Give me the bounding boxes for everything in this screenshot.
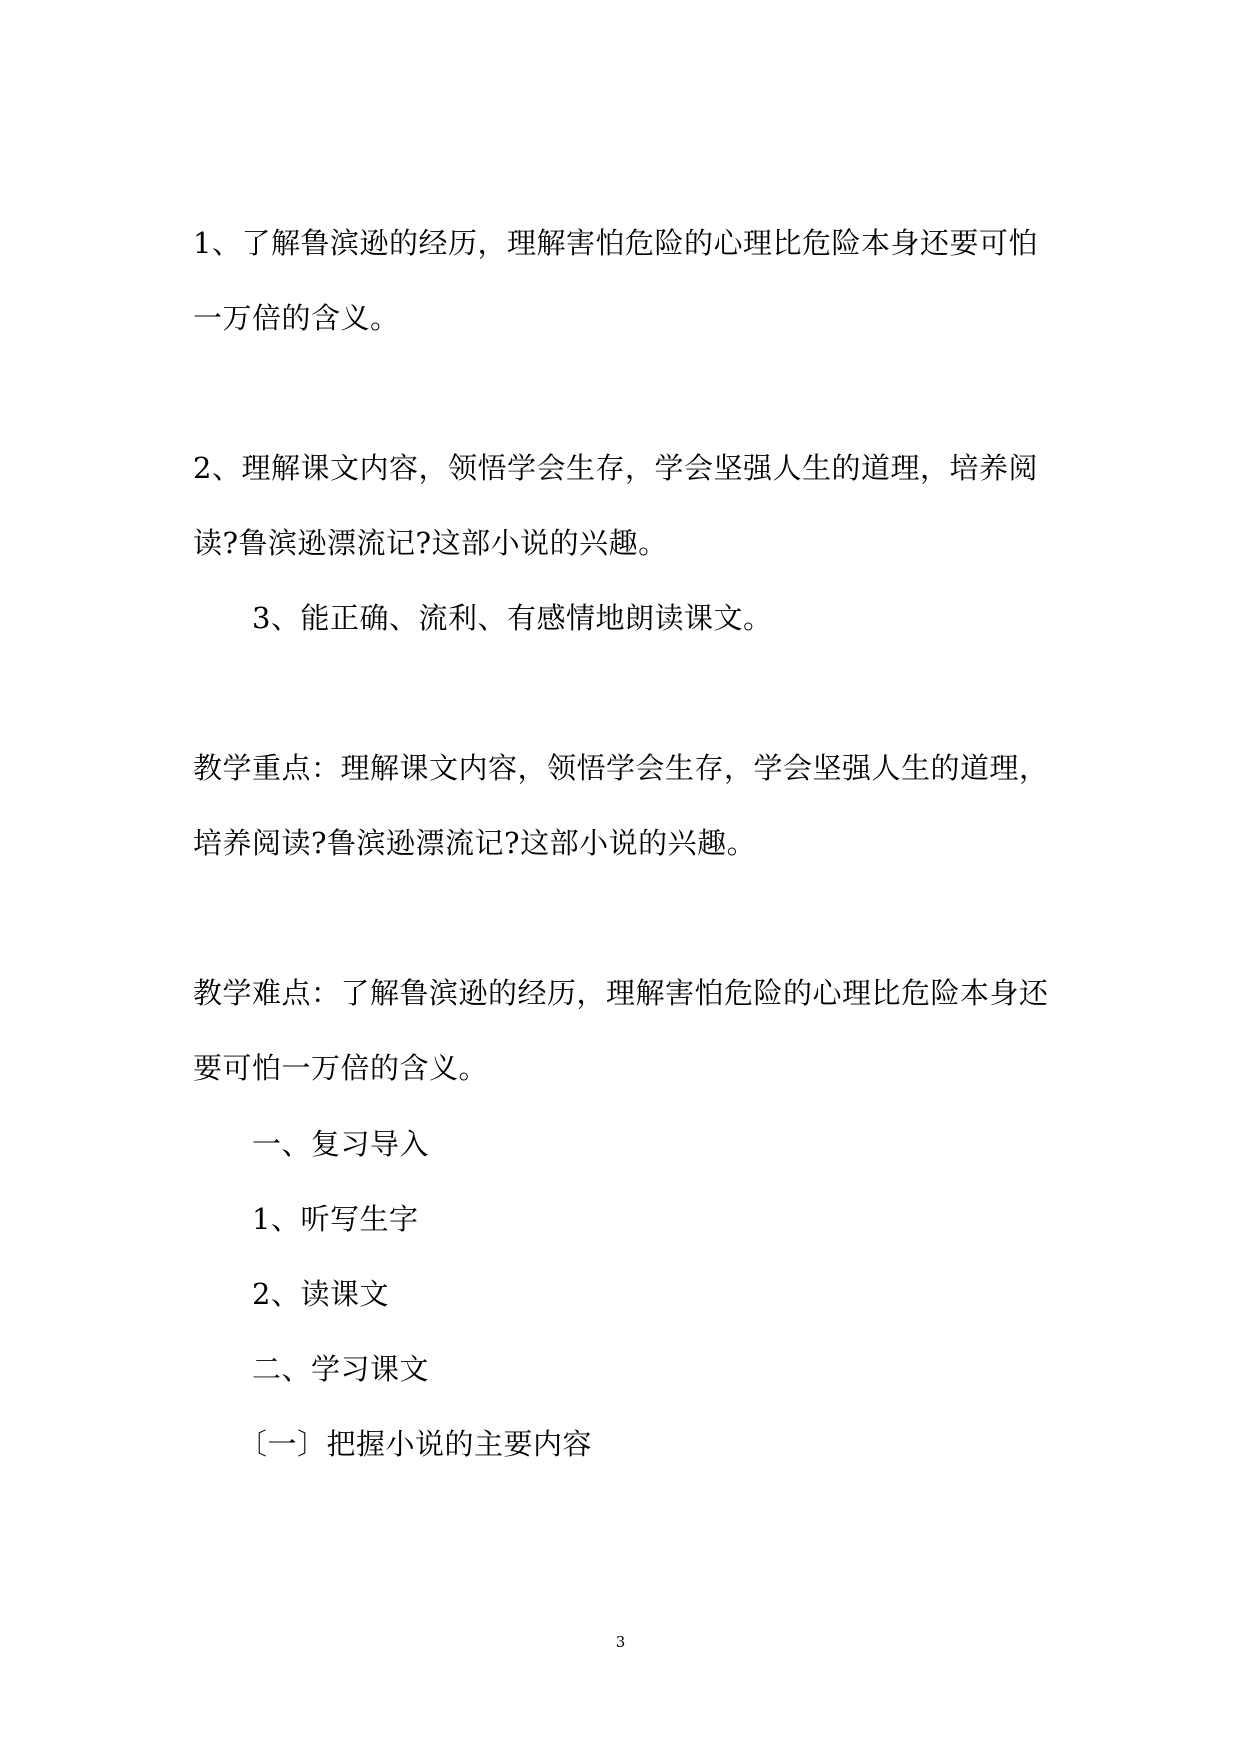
key-point-line-1: 教学重点：理解课文内容，领悟学会生存，学会坚强人生的道理， bbox=[193, 751, 1049, 785]
subsection-main-content: 〔一〕把握小说的主要内容 bbox=[238, 1427, 593, 1461]
step-read-text: 2、读课文 bbox=[252, 1277, 389, 1311]
step-dictation: 1、听写生字 bbox=[252, 1202, 419, 1236]
key-point-line-2: 培养阅读?鲁滨逊漂流记?这部小说的兴趣。 bbox=[193, 826, 757, 860]
section-study-text: 二、学习课文 bbox=[252, 1352, 430, 1386]
objective-1-line-2: 一万倍的含义。 bbox=[193, 301, 400, 335]
section-review-intro: 一、复习导入 bbox=[252, 1127, 430, 1161]
difficult-point-line-1: 教学难点：了解鲁滨逊的经历，理解害怕危险的心理比危险本身还 bbox=[193, 976, 1049, 1010]
difficult-point-line-2: 要可怕一万倍的含义。 bbox=[193, 1051, 489, 1085]
objective-2-line-2: 读?鲁滨逊漂流记?这部小说的兴趣。 bbox=[193, 526, 668, 560]
objective-1-line-1: 1、了解鲁滨逊的经历，理解害怕危险的心理比危险本身还要可怕 bbox=[193, 226, 1038, 260]
page-number: 3 bbox=[615, 1633, 626, 1651]
objective-3: 3、能正确、流利、有感情地朗读课文。 bbox=[252, 601, 773, 635]
objective-2-line-1: 2、理解课文内容，领悟学会生存，学会坚强人生的道理，培养阅 bbox=[193, 451, 1038, 485]
